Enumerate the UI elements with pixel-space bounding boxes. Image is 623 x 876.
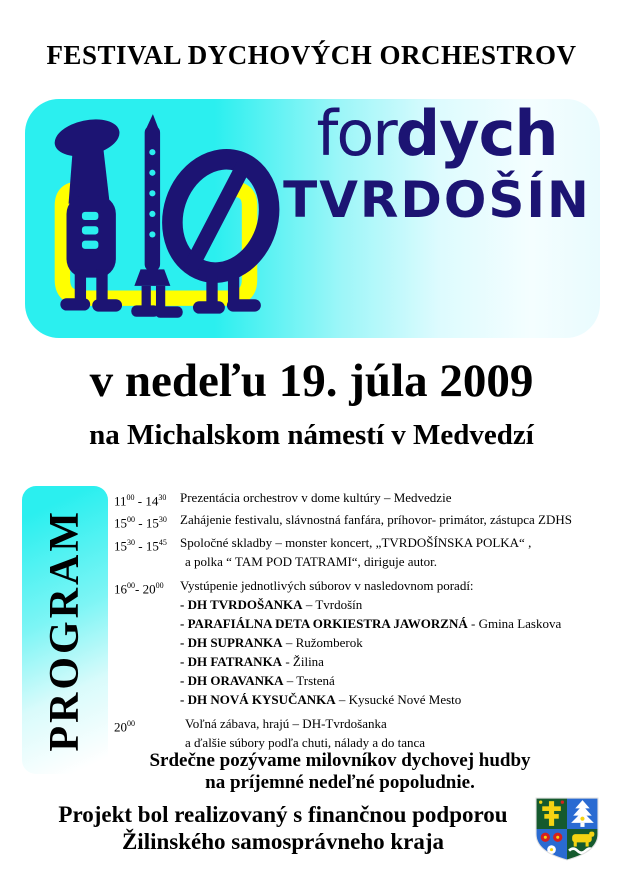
program-row bbox=[114, 576, 614, 709]
event-date: v nedeľu 19. júla 2009 bbox=[89, 355, 534, 407]
logo-wordmark bbox=[267, 97, 607, 229]
time-range: $20^{00}$ bbox=[114, 718, 135, 734]
zilina-region-coat-of-arms-icon bbox=[534, 797, 600, 861]
funding-note bbox=[0, 801, 566, 855]
invitation-text bbox=[84, 750, 596, 794]
program-row-description: Prezentácia orchestrov v dome kultúry – Medvedzie bbox=[180, 490, 452, 505]
logo-word-dych: dych bbox=[395, 97, 558, 170]
program-row bbox=[114, 510, 614, 532]
band-item: - DH SUPRANKA – Ružomberok bbox=[180, 634, 363, 650]
logo-word-for: for bbox=[316, 97, 396, 170]
program-row-description: Voľná zábava, hrajú – DH-Tvrdošanka a ďalšie súbory podľa chuti, nálady a do tanca bbox=[185, 715, 426, 750]
logo-fordych bbox=[267, 97, 607, 170]
logo-city: TVRDOŠÍN bbox=[283, 171, 591, 229]
program-sidebar bbox=[22, 486, 108, 774]
funding-line-2: Žilinského samosprávneho kraja bbox=[121, 829, 445, 854]
band-item: - PARAFIÁLNA DETA ORKIESTRA JAWORZNÁ - Gmina Laskova bbox=[180, 615, 562, 631]
program-row-description: Zahájenie festivalu, slávnostná fanfára, príhovor- primátor, zástupca ZDHS bbox=[180, 512, 572, 528]
program-row-description: Vystúpenie jednotlivých súborov v nasledovnom poradí: - DH TVRDOŠANKA – Tvrdošín - PARAFIÁLNA DETA ORKIESTRA JAWORZNÁ - Gmina Laskova - DH SUPRANKA – Ružomberok - DH FATRANKA - Žilina - DH ORAVANKA – Trstená - DH NOVÁ KYSUČANKA – Kysucké Nové Mesto bbox=[180, 576, 614, 709]
invitation-line-2: na príjemné nedeľné popoludnie. bbox=[205, 772, 475, 793]
band-item: - DH FATRANKA - Žilina bbox=[180, 653, 324, 669]
program-row bbox=[114, 488, 614, 510]
festival-logo-banner bbox=[25, 99, 600, 338]
program-row-description: Spoločné skladby – monster koncert, „TVRDOŠÍNSKA POLKA“ , a polka “ TAM POD TATRAMI“, diriguje autor. bbox=[180, 534, 532, 569]
page-title: FESTIVAL DYCHOVÝCH ORCHESTROV bbox=[46, 40, 577, 70]
time-range: $15^{00} - 15^{30}$ bbox=[114, 515, 167, 531]
funding-line-1: Projekt bol realizovaný s finančnou podporou bbox=[58, 802, 508, 827]
band-item: - DH NOVÁ KYSUČANKA – Kysucké Nové Mesto bbox=[180, 691, 462, 707]
marching-instruments-icon bbox=[33, 109, 281, 327]
band-item: - DH TVRDOŠANKA – Tvrdošín bbox=[180, 596, 363, 612]
band-item: - DH ORAVANKA – Trstená bbox=[180, 672, 335, 688]
program-rows bbox=[114, 488, 614, 752]
program-sidebar-label: PROGRAM bbox=[42, 508, 88, 752]
drum-icon bbox=[158, 147, 281, 314]
time-range: $16^{00}-$ $20^{00}$ bbox=[114, 580, 164, 596]
time-range: $15^{30} - 15^{45}$ bbox=[114, 537, 167, 553]
invitation-line-1: Srdečne pozývame milovníkov dychovej hudby bbox=[149, 750, 531, 771]
program-row bbox=[114, 533, 614, 571]
program-row bbox=[114, 714, 614, 752]
event-location: na Michalskom námestí v Medvedzí bbox=[89, 419, 534, 451]
time-range: $11^{00} - 14^{30}$ bbox=[114, 493, 167, 509]
